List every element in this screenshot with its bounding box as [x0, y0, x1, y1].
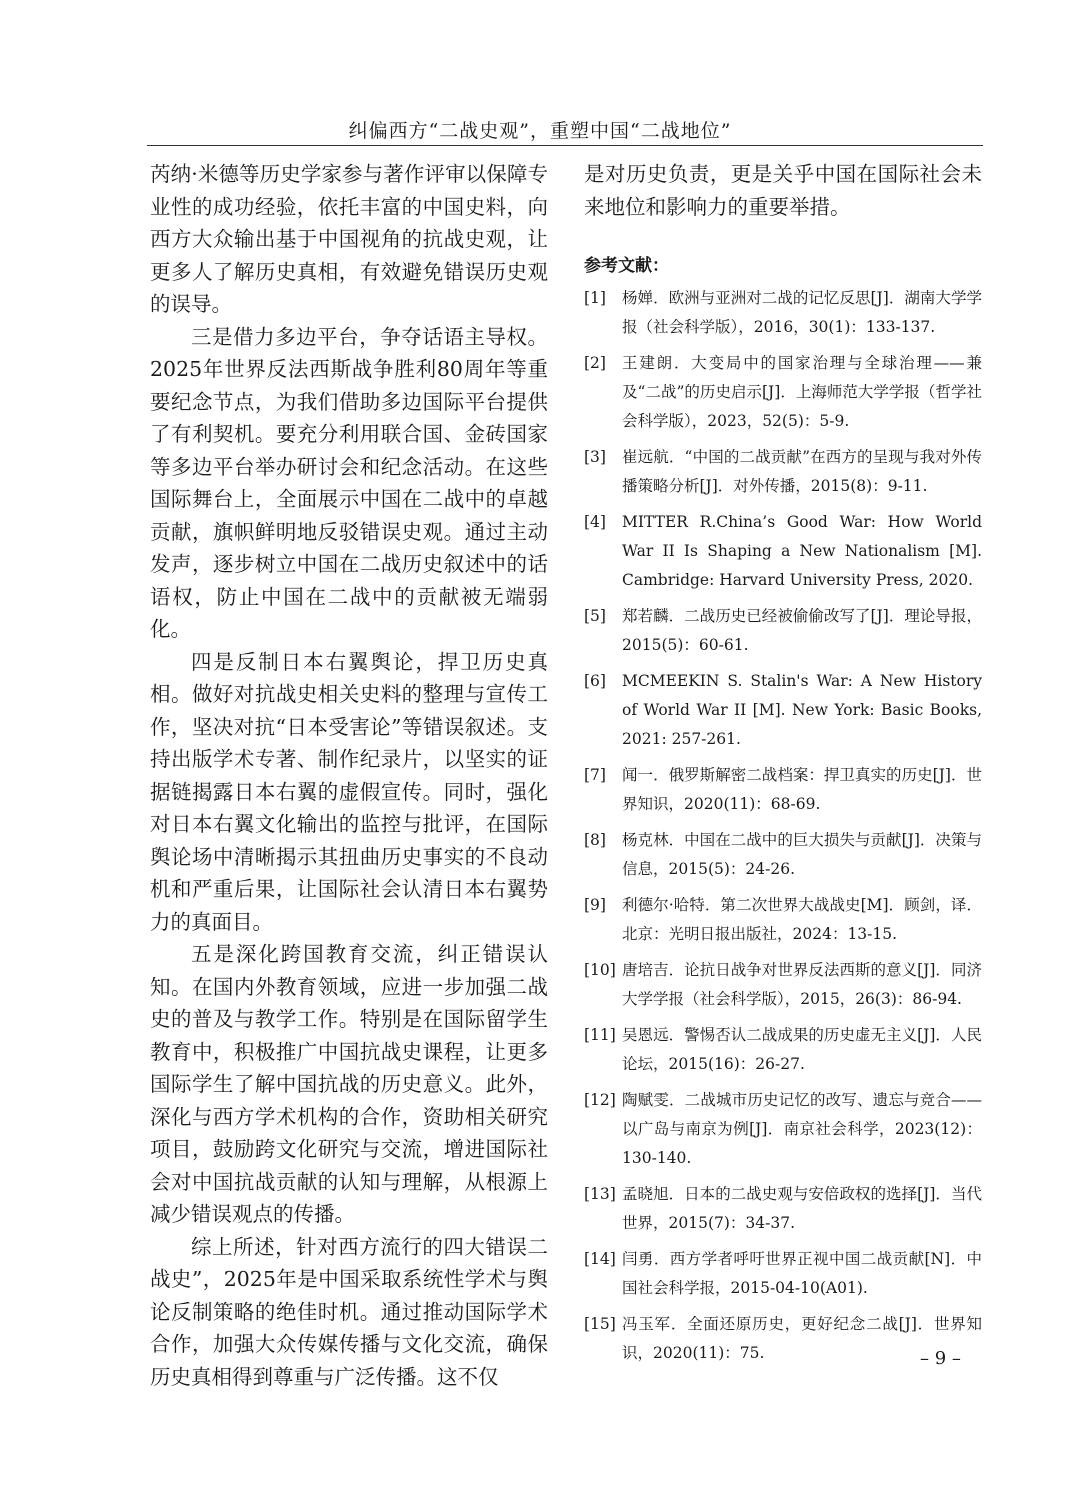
reference-item — [584, 1245, 982, 1303]
reference-text: 吴恩远．警惕否认二战成果的历史虚无主义[J]．人民论坛，2015(16)：26-27. — [622, 1026, 982, 1073]
reference-item — [584, 761, 982, 819]
reference-text: 陶赋雯．二战城市历史记忆的改写、遗忘与竞合——以广岛与南京为例[J]．南京社会科学，2023(12)：130-140. — [622, 1091, 982, 1167]
body-paragraph: 芮纳·米德等历史学家参与著作评审以保障专业性的成功经验，依托丰富的中国史料，向西方大众输出基于中国视角的抗战史观，让更多人了解历史真相，有效避免错误历史观的误导。 — [150, 162, 548, 316]
reference-text: 杨克林．中国在二战中的巨大损失与贡献[J]．决策与信息，2015(5)：24-26. — [622, 831, 982, 878]
reference-number: [10] — [584, 961, 616, 979]
reference-item — [584, 284, 982, 342]
header-rule — [147, 145, 983, 146]
reference-text: 唐培吉．论抗日战争对世界反法西斯的意义[J]．同济大学学报（社会科学版），2015，26(3)：86-94. — [622, 961, 982, 1008]
reference-text: 利德尔·哈特．第二次世界大战战史[M]．顾剑，译．北京：光明日报出版社，2024：13-15. — [622, 896, 982, 943]
reference-text: 冯玉军．全面还原历史，更好纪念二战[J]．世界知识，2020(11)：75. — [622, 1315, 982, 1362]
reference-item — [584, 1021, 982, 1079]
reference-number: [13] — [584, 1185, 616, 1203]
reference-number: [4] — [584, 513, 606, 531]
body-paragraph: 综上所述，针对西方流行的四大错误二战史”，2025年是中国采取系统性学术与舆论反制策略的绝佳时机。通过推动国际学术合作，加强大众传媒传播与文化交流，确保历史真相得到尊重与广泛传播。这不仅 — [150, 1234, 548, 1389]
reference-item — [584, 667, 982, 754]
reference-text: MITTER R.China’s Good War: How World War II Is Shaping a New Nationalism [M]. Cambridge: Harvard University Press, 2020. — [622, 513, 982, 589]
reference-text: 闫勇．西方学者呼吁世界正视中国二战贡献[N]．中国社会科学报，2015-04-10(A01). — [622, 1250, 982, 1297]
reference-item — [584, 956, 982, 1014]
references-list — [584, 284, 982, 1368]
reference-item — [584, 826, 982, 884]
reference-item — [584, 508, 982, 595]
reference-number: [8] — [584, 831, 606, 849]
reference-number: [2] — [584, 354, 606, 372]
running-title: 纠偏西方“二战史观”，重塑中国“二战地位” — [348, 120, 732, 142]
reference-item — [584, 1086, 982, 1173]
reference-text: 孟晓旭．日本的二战史观与安倍政权的选择[J]．当代世界，2015(7)：34-37. — [622, 1185, 982, 1232]
reference-number: [11] — [584, 1026, 616, 1044]
reference-number: [7] — [584, 766, 606, 784]
reference-item — [584, 602, 982, 660]
body-paragraph: 四是反制日本右翼舆论，捍卫历史真相。做好对抗战史相关史料的整理与宣传工作，坚决对抗“日本受害论”等错误叙述。支持出版学术专著、制作纪录片，以坚实的证据链揭露日本右翼的虚假宣传。同时，强化对日本右翼文化输出的监控与批评，在国际舆论场中清晰揭示其扭曲历史事实的不良动机和严重后果，让国际社会认清日本右翼势力的真面目。 — [150, 649, 548, 934]
reference-number: [3] — [584, 448, 606, 466]
body-paragraph-continuation: 是对历史负责，更是关乎中国在国际社会未来地位和影响力的重要举措。 — [584, 162, 982, 219]
right-column — [584, 158, 982, 1375]
page-number: – 9 – — [920, 1348, 961, 1369]
references-heading: 参考文献： — [584, 256, 669, 276]
reference-number: [12] — [584, 1091, 616, 1109]
reference-number: [9] — [584, 896, 606, 914]
reference-text: MCMEEKIN S. Stalin's War: A New History of World War II [M]. New York: Basic Books, 2021: 257-261. — [622, 672, 982, 748]
reference-item — [584, 349, 982, 436]
reference-number: [5] — [584, 607, 606, 625]
body-paragraph: 三是借力多边平台，争夺话语主导权。2025年世界反法西斯战争胜利80周年等重要纪念节点，为我们借助多边国际平台提供了有利契机。要充分利用联合国、金砖国家等多边平台举办研讨会和纪念活动。在这些国际舞台上，全面展示中国在二战中的卓越贡献，旗帜鲜明地反驳错误史观。通过主动发声，逐步树立中国在二战历史叙述中的话语权，防止中国在二战中的贡献被无端弱化。 — [150, 324, 548, 641]
reference-text: 郑若麟．二战历史已经被偷偷改写了[J]．理论导报，2015(5)：60-61. — [622, 607, 982, 654]
reference-item — [584, 1180, 982, 1238]
body-paragraph: 五是深化跨国教育交流，纠正错误认知。在国内外教育领域，应进一步加强二战史的普及与教学工作。特别是在国际留学生教育中，积极推广中国抗战史课程，让更多国际学生了解中国抗战的历史意义。此外，深化与西方学术机构的合作，资助相关研究项目，鼓励跨文化研究与交流，增进国际社会对中国抗战贡献的认知与理解，从根源上减少错误观点的传播。 — [150, 942, 548, 1226]
reference-number: [6] — [584, 672, 606, 690]
reference-number: [14] — [584, 1250, 616, 1268]
reference-text: 王建朗．大变局中的国家治理与全球治理——兼及“二战”的历史启示[J]．上海师范大学学报（哲学社会科学版），2023，52(5)：5-9. — [622, 354, 982, 430]
reference-text: 闻一．俄罗斯解密二战档案：捍卫真实的历史[J]．世界知识，2020(11)：68-69. — [622, 766, 982, 813]
reference-text: 崔远航．“中国的二战贡献”在西方的呈现与我对外传播策略分析[J]．对外传播，2015(8)：9-11. — [622, 448, 982, 495]
reference-number: [15] — [584, 1315, 616, 1333]
left-column — [150, 158, 548, 1393]
reference-number: [1] — [584, 289, 606, 307]
reference-item — [584, 443, 982, 501]
reference-text: 杨婵．欧洲与亚洲对二战的记忆反思[J]．湖南大学学报（社会科学版），2016，30(1)：133-137. — [622, 289, 982, 336]
reference-item — [584, 891, 982, 949]
